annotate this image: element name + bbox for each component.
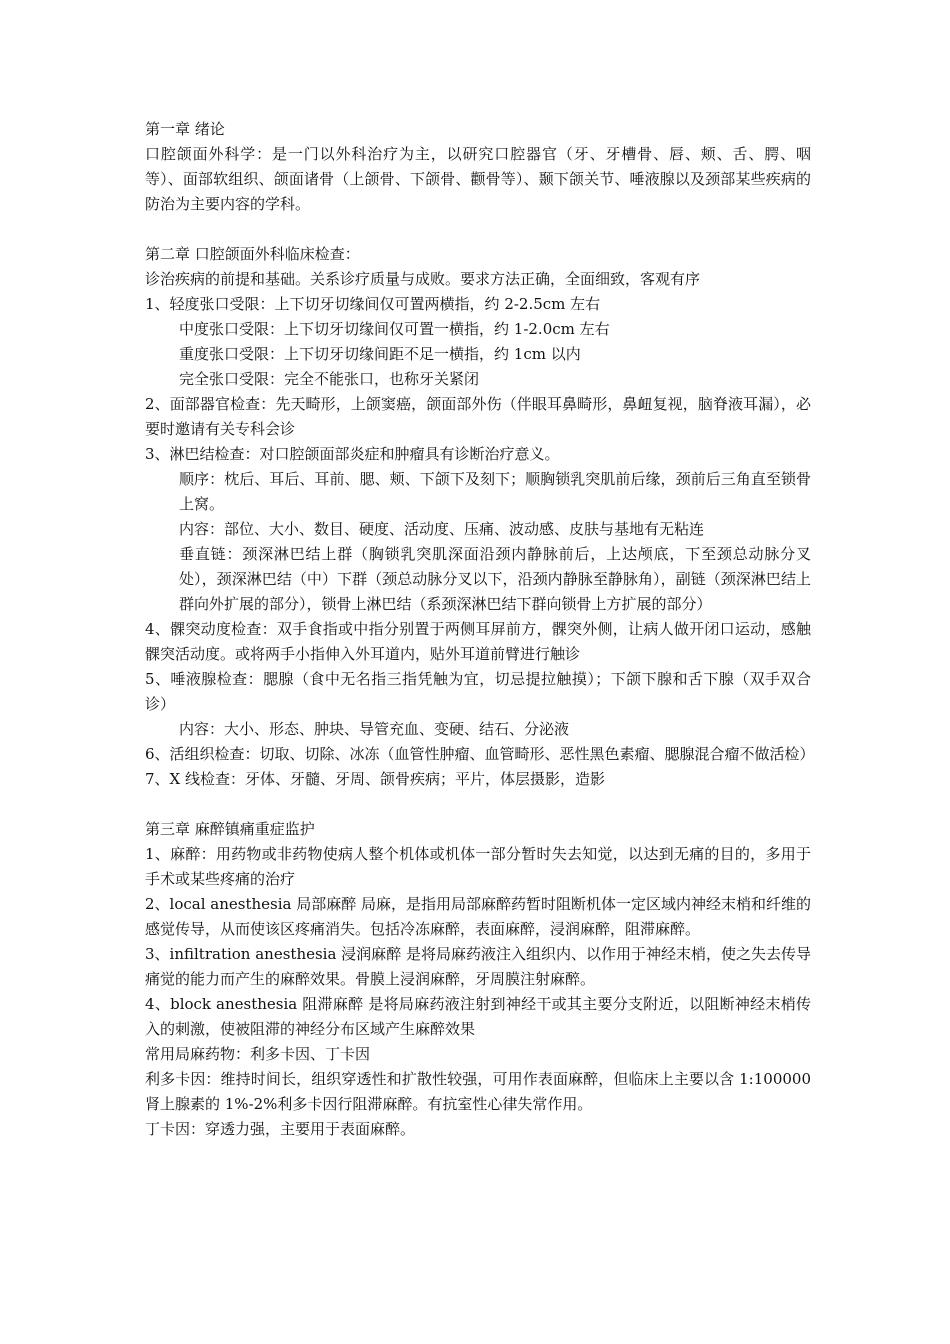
chapter-2-item-1-complete: 完全张口受限：完全不能张口，也称牙关紧闭: [179, 370, 480, 388]
chapter-2-item-6: 6、活组织检查：切取、切除、冰冻（血管性肿瘤、血管畸形、恶性黑色素瘤、腮腺混合瘤不做活检）: [145, 745, 815, 763]
document-page: [145, 117, 815, 1142]
chapter-2-item-5: 5、唾液腺检查：腮腺（食中无名指三指凭触为宜，切忌提拉触摸）；下颌下腺和舌下腺（双手双合诊）: [145, 670, 811, 713]
chapter-2-title: 第二章 口腔颌面外科临床检查：: [145, 245, 360, 263]
chapter-3-drugs: 常用局麻药物：利多卡因、丁卡因: [145, 1045, 371, 1063]
chapter-2-item-3: 3、淋巴结检查：对口腔颌面部炎症和肿瘤具有诊断治疗意义。: [145, 445, 560, 463]
chapter-2-item-7: 7、X 线检查：牙体、牙髓、牙周、颌骨疾病；平片，体层摄影，造影: [145, 770, 605, 788]
chapter-3-tetracaine: 丁卡因：穿透力强，主要用于表面麻醉。: [145, 1120, 416, 1138]
section-gap: [145, 217, 811, 242]
chapter-3-item-4: 4、block anesthesia 阻滞麻醉 是将局麻药液注射到神经干或其主要分支附近，以阻断神经末梢传入的刺激，使被阻滞的神经分布区域产生麻醉效果: [145, 995, 811, 1038]
chapter-3-lidocaine: 利多卡因：维持时间长，组织穿透性和扩散性较强，可用作表面麻醉，但临床上主要以含 1:100000 肾上腺素的 1%-2%利多卡因行阻滞麻醉。有抗室性心律失常作用。: [145, 1070, 811, 1113]
chapter-3-title: 第三章 麻醉镇痛重症监护: [145, 820, 315, 838]
chapter-2-item-3-content: 内容：部位、大小、数目、硬度、活动度、压痛、波动感、皮肤与基地有无粘连: [179, 520, 705, 538]
chapter-2-item-5-content: 内容：大小、形态、肿块、导管充血、变硬、结石、分泌液: [179, 720, 570, 738]
chapter-3-item-1: 1、麻醉：用药物或非药物使病人整个机体或机体一部分暂时失去知觉，以达到无痛的目的，多用于手术或某些疼痛的治疗: [145, 845, 811, 888]
chapter-2-intro: 诊治疾病的前提和基础。关系诊疗质量与成败。要求方法正确，全面细致，客观有序: [145, 270, 701, 288]
chapter-2-item-1-severe: 重度张口受限：上下切牙切缘间距不足一横指，约 1cm 以内: [179, 345, 581, 363]
chapter-3-item-2: 2、local anesthesia 局部麻醉 局麻，是指用局部麻醉药暂时阻断机体一定区域内神经末梢和纤维的感觉传导，从而使该区疼痛消失。包括冷冻麻醉，表面麻醉，浸润麻醉，阻滞麻醉。: [145, 895, 812, 938]
chapter-2-item-1-moderate: 中度张口受限：上下切牙切缘间仅可置一横指，约 1-2.0cm 左右: [179, 320, 610, 338]
chapter-2-item-1: 1、轻度张口受限：上下切牙切缘间仅可置两横指，约 2-2.5cm 左右: [145, 295, 601, 313]
section-gap: [145, 792, 811, 817]
chapter-2-item-2: 2、面部器官检查：先天畸形，上颌窦癌，颌面部外伤（伴眼耳鼻畸形，鼻衄复视，脑脊液耳漏），必要时邀请有关专科会诊: [145, 395, 811, 438]
chapter-1-definition: 口腔颌面外科学：是一门以外科治疗为主，以研究口腔器官（牙、牙槽骨、唇、颊、舌、腭、咽等）、面部软组织、颌面诸骨（上颌骨、下颌骨、颧骨等）、颞下颌关节、唾液腺以及颈部某些疾病的防治为主要内容的学科。: [145, 145, 811, 213]
chapter-2-item-4: 4、髁突动度检查：双手食指或中指分别置于两侧耳屏前方，髁突外侧，让病人做开闭口运动，感触髁突活动度。或将两手小指伸入外耳道内，贴外耳道前臂进行触诊: [145, 620, 811, 663]
chapter-1-title: 第一章 绪论: [145, 120, 225, 138]
chapter-2-item-3-order: 顺序：枕后、耳后、耳前、腮、颊、下颌下及刻下；顺胸锁乳突肌前后缘，颈前后三角直至锁骨上窝。: [179, 470, 811, 513]
chapter-2-item-3-chain: 垂直链：颈深淋巴结上群（胸锁乳突肌深面沿颈内静脉前后，上达颅底，下至颈总动脉分叉处），颈深淋巴结（中）下群（颈总动脉分叉以下，沿颈内静脉至静脉角），副链（颈深淋巴结上群向外扩展的部分），锁骨上淋巴结（系颈深淋巴结下群向锁骨上方扩展的部分）: [179, 545, 811, 613]
chapter-3-item-3: 3、infiltration anesthesia 浸润麻醉 是将局麻药液注入组织内、以作用于神经末梢，使之失去传导痛觉的能力而产生的麻醉效果。骨膜上浸润麻醉，牙周膜注射麻醉。: [145, 945, 811, 988]
